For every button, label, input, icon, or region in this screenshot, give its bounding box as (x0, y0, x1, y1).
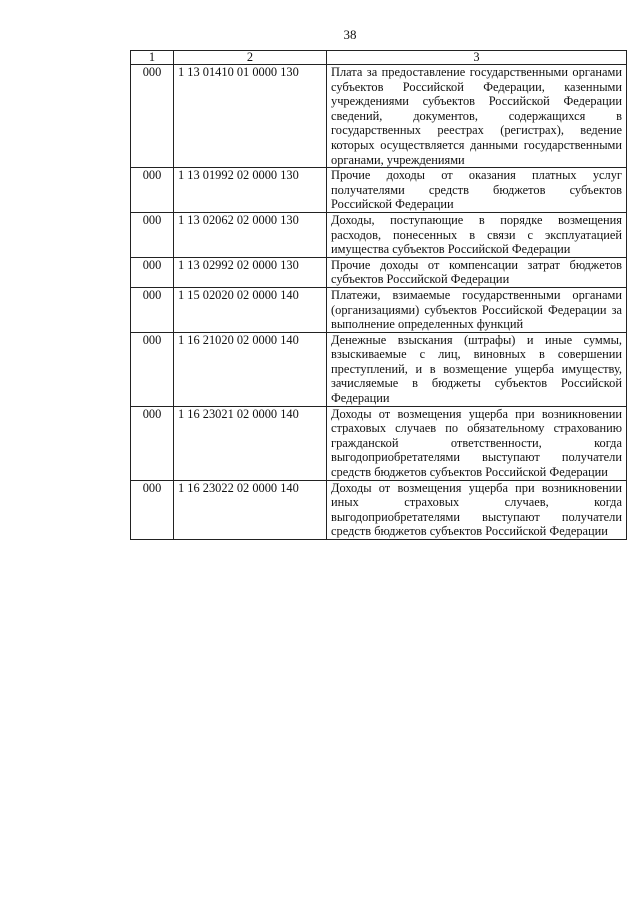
admin-code-cell: 000 (131, 287, 174, 332)
column-header-3: 3 (327, 51, 627, 65)
table-row (131, 480, 627, 539)
income-name-cell: Доходы, поступающие в порядке возмещения расходов, понесенных в связи с эксплуатацией имущества субъектов Российской Федерации (327, 212, 627, 257)
income-name-cell: Денежные взыскания (штрафы) и иные суммы, взыскиваемые с лиц, виновных в совершении преступлений, и в возмещение ущерба имуществу, зачисляемые в бюджеты субъектов Российской Федерации (327, 332, 627, 406)
budget-code-cell: 1 13 02062 02 0000 130 (174, 212, 327, 257)
budget-code-cell: 1 16 23021 02 0000 140 (174, 406, 327, 480)
table-row (131, 212, 627, 257)
income-name-cell: Доходы от возмещения ущерба при возникновении страховых случаев по обязательному страхованию гражданской ответственности, когда выгодоприобретателями выступают получатели средств бюджетов субъектов Российской Федерации (327, 406, 627, 480)
table-row (131, 168, 627, 213)
admin-code-cell: 000 (131, 332, 174, 406)
column-header-2: 2 (174, 51, 327, 65)
column-header-1: 1 (131, 51, 174, 65)
income-name-cell: Прочие доходы от компенсации затрат бюджетов субъектов Российской Федерации (327, 257, 627, 287)
table-row (131, 406, 627, 480)
admin-code-cell: 000 (131, 480, 174, 539)
admin-code-cell: 000 (131, 212, 174, 257)
income-name-cell: Плата за предоставление государственными органами субъектов Российской Федерации, казенными учреждениями субъектов Российской Федерации сведений, документов, содержащихся в государственных реестрах (регистрах), ведение которых осуществляется данными государственными органами, учреждениями (327, 65, 627, 168)
page-number: 38 (343, 27, 357, 42)
budget-code-cell: 1 16 21020 02 0000 140 (174, 332, 327, 406)
table-row (131, 332, 627, 406)
table-header-row (131, 51, 627, 65)
revenue-classification-table (130, 50, 627, 540)
table-row (131, 287, 627, 332)
income-name-cell: Прочие доходы от оказания платных услуг получателями средств бюджетов субъектов Российской Федерации (327, 168, 627, 213)
income-name-cell: Платежи, взимаемые государственными органами (организациями) субъектов Российской Федерации за выполнение определенных функций (327, 287, 627, 332)
admin-code-cell: 000 (131, 406, 174, 480)
admin-code-cell: 000 (131, 65, 174, 168)
budget-code-cell: 1 13 01992 02 0000 130 (174, 168, 327, 213)
budget-code-cell: 1 13 02992 02 0000 130 (174, 257, 327, 287)
budget-code-cell: 1 15 02020 02 0000 140 (174, 287, 327, 332)
income-name-cell: Доходы от возмещения ущерба при возникновении иных страховых случаев, когда выгодоприобретателями выступают получатели средств бюджетов субъектов Российской Федерации (327, 480, 627, 539)
admin-code-cell: 000 (131, 257, 174, 287)
budget-code-cell: 1 13 01410 01 0000 130 (174, 65, 327, 168)
table-row (131, 257, 627, 287)
admin-code-cell: 000 (131, 168, 174, 213)
table-row (131, 65, 627, 168)
budget-code-cell: 1 16 23022 02 0000 140 (174, 480, 327, 539)
